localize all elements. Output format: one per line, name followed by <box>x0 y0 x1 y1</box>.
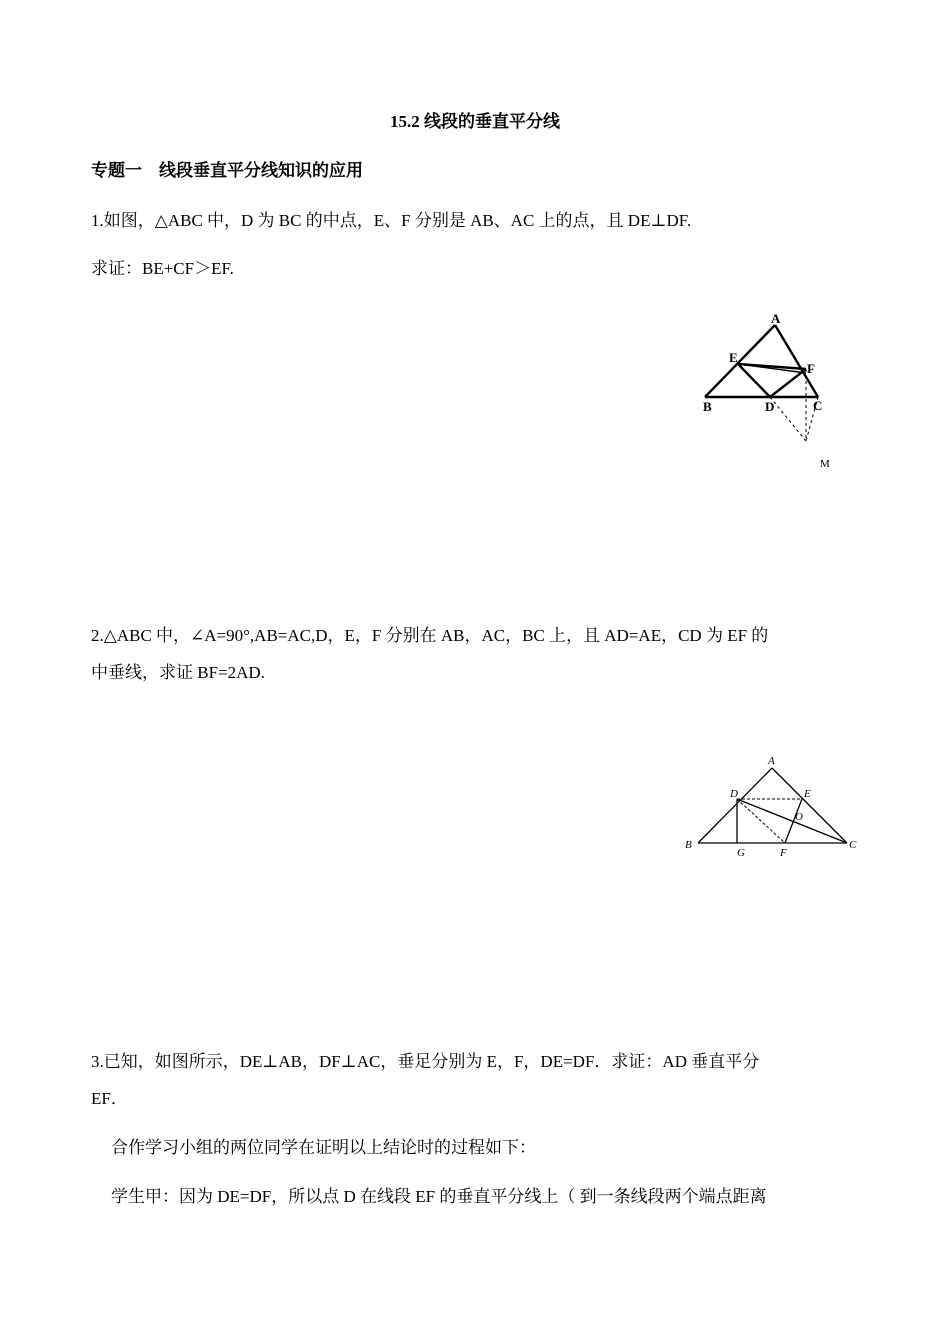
problem3-statement-line2: EF． <box>91 1089 128 1108</box>
problem3-intro: 合作学习小组的两位同学在证明以上结论时的过程如下： <box>111 1138 536 1157</box>
problem2-statement-line2: 中垂线，求证 BF=2AD. <box>91 663 265 682</box>
problem2-statement-line1: 2.△ABC 中，∠A=90°,AB=AC,D，E，F 分别在 AB，AC，BC 上，且 AD=AE，CD 为 EF 的 <box>91 626 769 645</box>
fig1-label-m: M <box>820 458 830 470</box>
fig1-label-a: A <box>771 311 781 326</box>
problem3-statement-line1: 3.已知，如图所示，DE⊥AB，DF⊥AC，垂足分别为 E，F，DE=DF．求证：AD 垂直平分 <box>91 1052 760 1071</box>
fig1-label-e: E <box>729 350 738 365</box>
problem3-student-a: 学生甲：因为 DE=DF，所以点 D 在线段 EF 的垂直平分线上（ 到一条线段两个端点距离 <box>111 1187 767 1206</box>
fig2-label-e: E <box>804 788 811 800</box>
fig2-label-a: A <box>768 755 775 767</box>
fig2-label-b: B <box>685 839 692 851</box>
section-heading: 专题一 线段垂直平分线知识的应用 <box>91 161 363 180</box>
fig1-label-d: D <box>765 399 775 414</box>
fig2-label-d: D <box>730 788 738 800</box>
problem1-statement: 1.如图，△ABC 中，D 为 BC 的中点，E、F 分别是 AB、AC 上的点，且 DE⊥DF. <box>91 211 692 230</box>
fig1-label-f: F <box>807 361 815 376</box>
fig2-label-f: F <box>780 847 787 859</box>
problem1-prove: 求证：BE+CF＞EF. <box>91 259 234 278</box>
fig2-label-o: O <box>795 811 803 823</box>
problem2-figure <box>680 750 860 865</box>
fig1-label-c: C <box>813 398 823 413</box>
fig1-label-b: B <box>703 399 712 414</box>
page-title: 15.2 线段的垂直平分线 <box>390 112 560 131</box>
fig2-label-c: C <box>849 839 857 851</box>
problem1-figure <box>690 305 850 475</box>
fig2-label-g: G <box>737 847 745 859</box>
